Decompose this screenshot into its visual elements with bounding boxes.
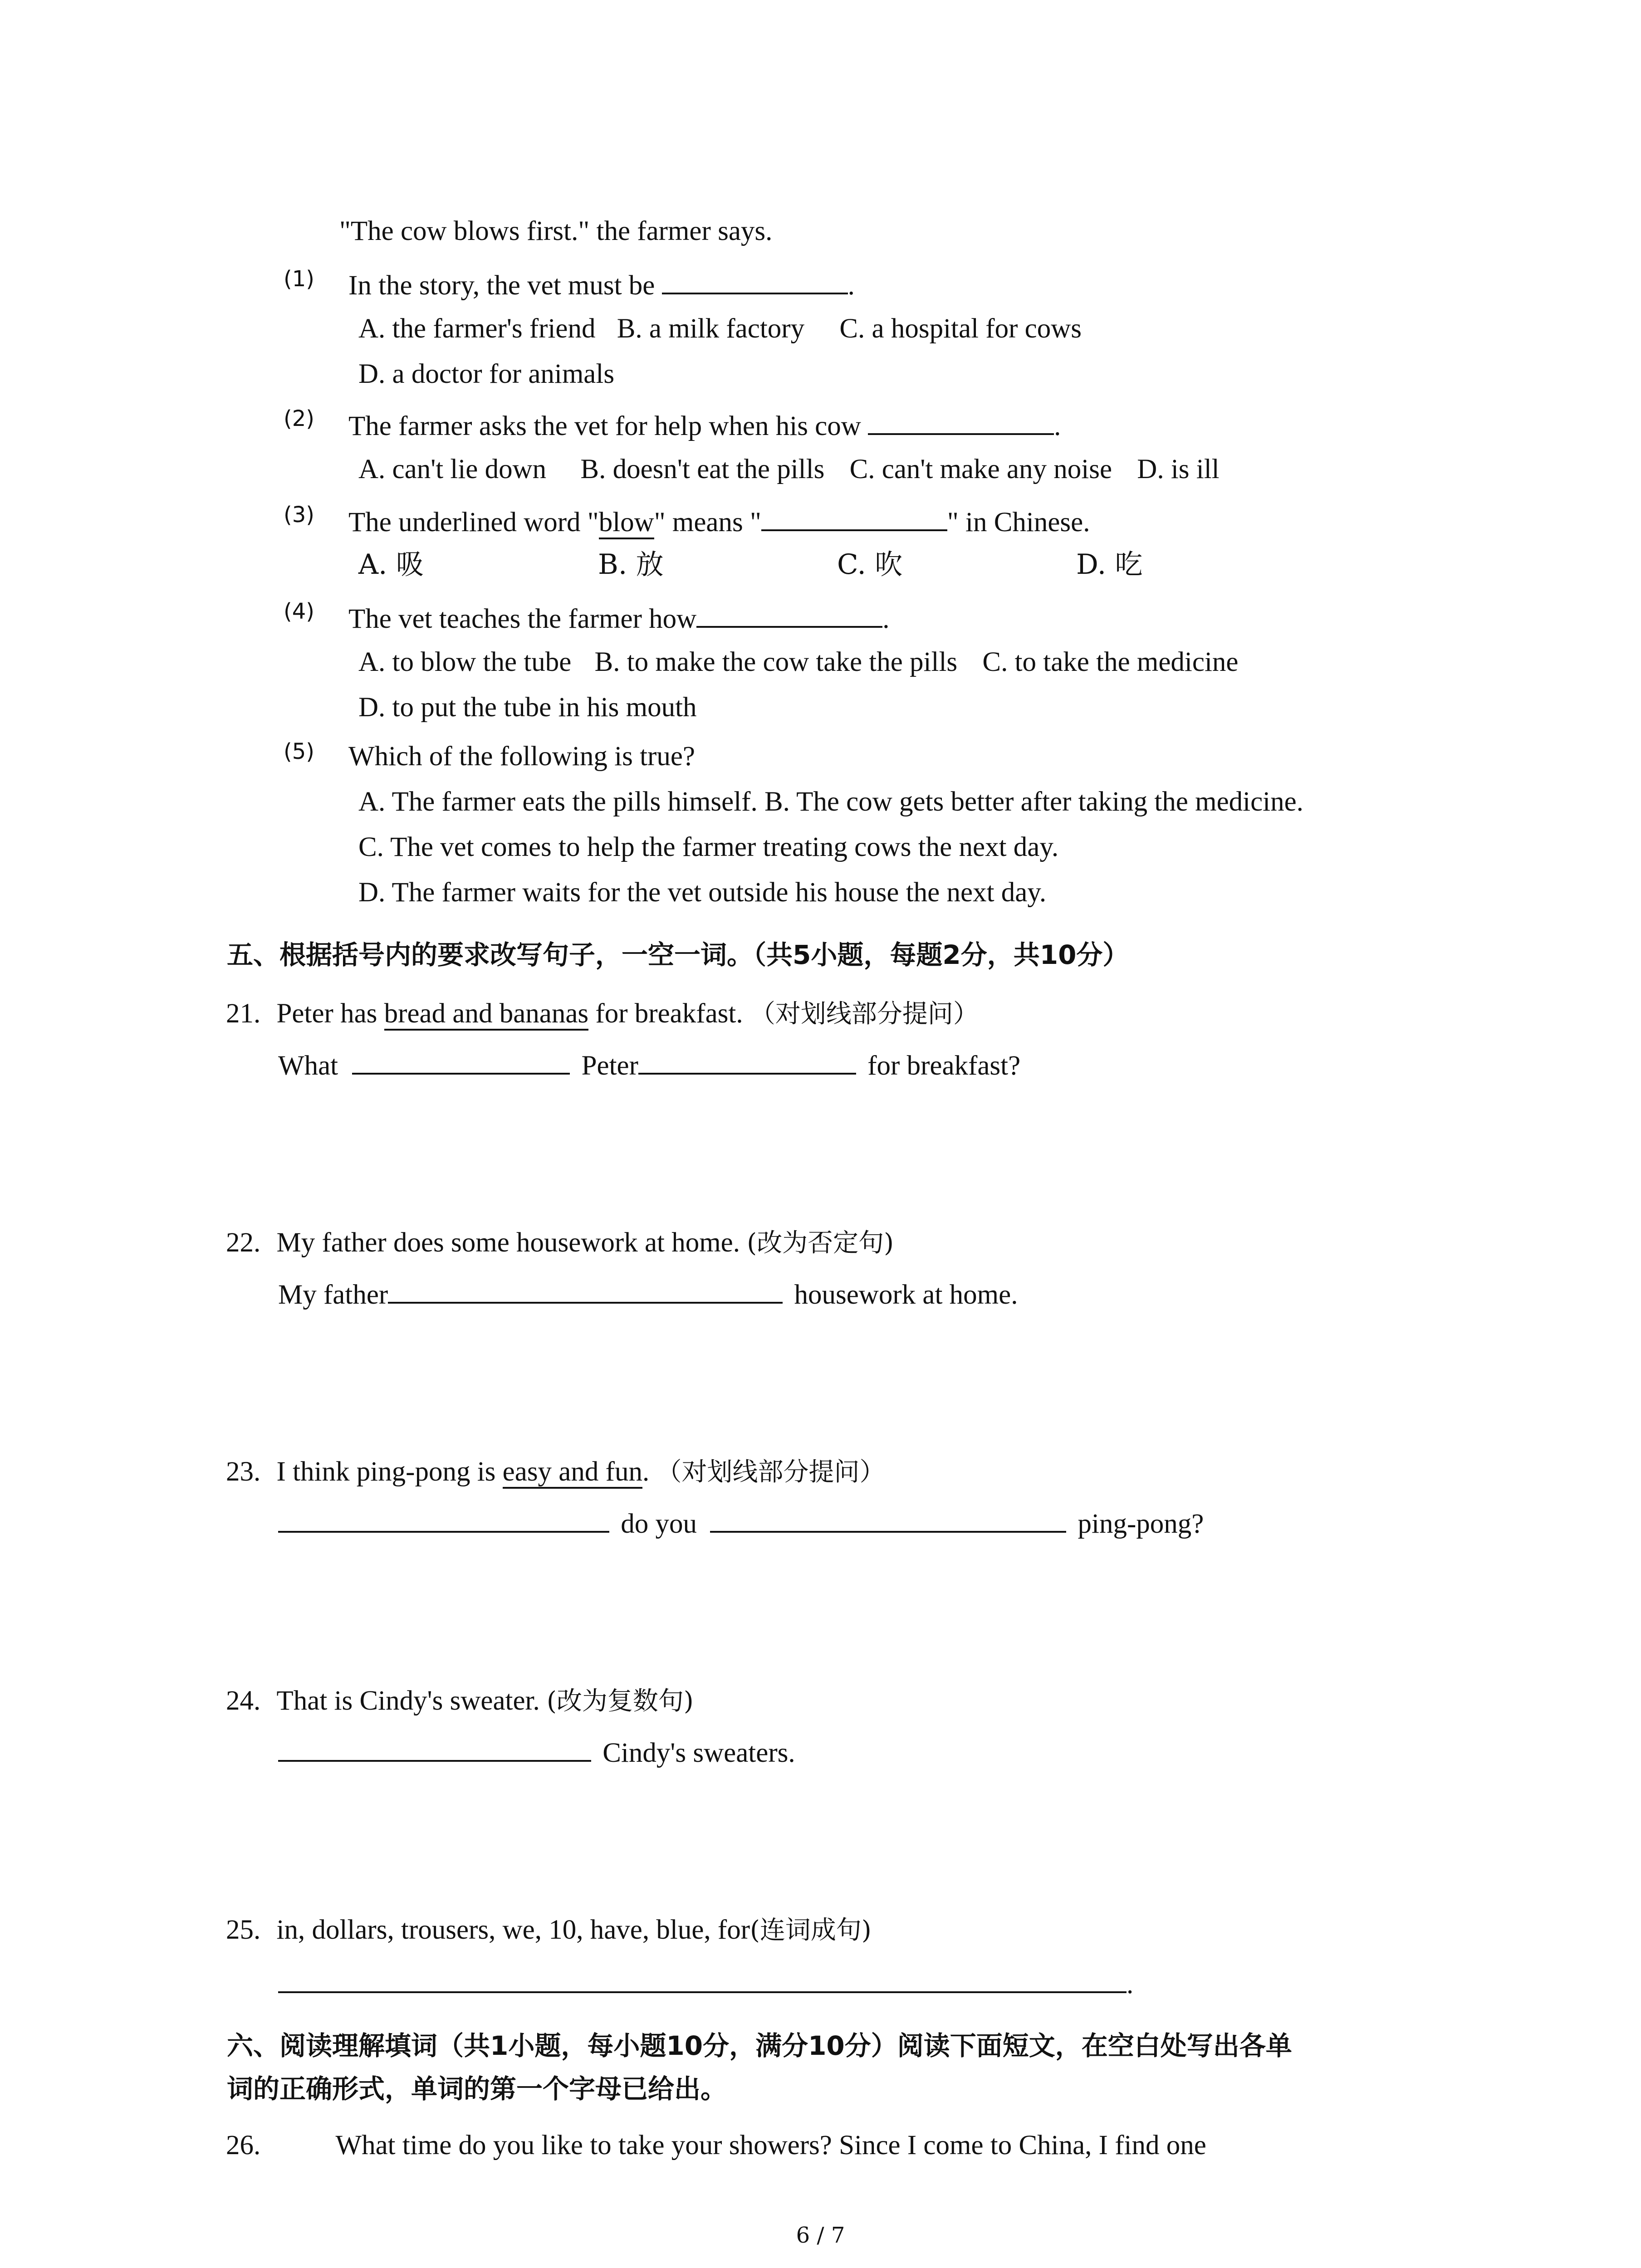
answer-blank bbox=[278, 1504, 609, 1533]
option-d: D. is ill bbox=[1137, 454, 1220, 484]
answer-blank bbox=[662, 265, 848, 294]
option-row: D. The farmer waits for the vet outside his house the next day. bbox=[358, 877, 1047, 908]
option-a: A. to blow the tube bbox=[358, 647, 572, 677]
option-b: B. a milk factory bbox=[617, 313, 805, 344]
answer-blank bbox=[388, 1275, 783, 1304]
option-a: A. can't lie down bbox=[358, 454, 547, 484]
underlined-phrase: bread and bananas bbox=[384, 998, 589, 1031]
answer-blank bbox=[696, 599, 882, 628]
option-row: A. The farmer eats the pills himself. B. The cow gets better after taking the medicine. bbox=[358, 787, 1303, 817]
answer-word: ping-pong? bbox=[1078, 1509, 1204, 1539]
option-c: C. can't make any noise bbox=[849, 454, 1112, 484]
option-c: C. 吹 bbox=[837, 548, 903, 581]
instruction-note: （对划线部分提问） bbox=[749, 999, 979, 1029]
stem-text: " in Chinese. bbox=[947, 507, 1090, 538]
option-row bbox=[358, 644, 1238, 680]
option-c: C. to take the medicine bbox=[982, 647, 1239, 677]
answer-word: My father bbox=[278, 1280, 388, 1310]
stem-text: The underlined word " bbox=[348, 507, 599, 538]
stem-end: . bbox=[882, 604, 890, 634]
prompt-text: That is Cindy's sweater. bbox=[276, 1686, 547, 1716]
option-row bbox=[358, 356, 614, 392]
answer-line bbox=[278, 1046, 1020, 1084]
answer-line bbox=[278, 1964, 1133, 2003]
option-row: C. The vet comes to help the farmer treating cows the next day. bbox=[358, 832, 1059, 862]
item-number: 26. bbox=[226, 2130, 261, 2160]
answer-blank bbox=[868, 406, 1054, 435]
item-prompt bbox=[226, 1912, 872, 1949]
prompt-text: Peter has bbox=[276, 998, 384, 1029]
option-a: A. 吸 bbox=[358, 548, 424, 581]
question-number: (2) bbox=[284, 406, 314, 431]
stem-text: In the story, the vet must be bbox=[348, 270, 655, 301]
prompt-text: I think ping-pong is bbox=[276, 1457, 503, 1487]
option-d: D. to put the tube in his mouth bbox=[358, 692, 697, 723]
option-d: D. a doctor for animals bbox=[358, 359, 615, 389]
item-prompt bbox=[226, 2127, 1206, 2164]
stem-text: " means " bbox=[654, 507, 761, 538]
item-number: 25. bbox=[226, 1915, 261, 1945]
instruction-note: (改为复数句) bbox=[547, 1686, 694, 1716]
answer-blank bbox=[278, 1964, 1127, 1993]
item-prompt bbox=[226, 996, 979, 1032]
question-stem bbox=[348, 265, 855, 304]
answer-blank bbox=[278, 1733, 591, 1762]
question-stem bbox=[348, 599, 889, 637]
item-prompt bbox=[226, 1454, 885, 1491]
answer-word: What bbox=[278, 1051, 338, 1081]
section-heading: 六、阅读理解填词（共1小题，每小题10分，满分10分）阅读下面短文，在空白处写出各单 bbox=[227, 2030, 1292, 2061]
stem-end: . bbox=[1054, 411, 1061, 441]
option-row bbox=[358, 451, 1220, 488]
question-stem: Which of the following is true? bbox=[348, 741, 695, 772]
question-stem bbox=[348, 502, 1090, 541]
option-b: B. doesn't eat the pills bbox=[580, 454, 825, 484]
underlined-word: blow bbox=[599, 507, 654, 539]
item-prompt bbox=[226, 1225, 894, 1261]
item-number: 22. bbox=[226, 1227, 261, 1258]
option-row bbox=[358, 689, 697, 726]
page-number: 6 / 7 bbox=[796, 2223, 845, 2248]
item-number: 21. bbox=[226, 998, 261, 1029]
stem-end: . bbox=[847, 270, 855, 301]
question-stem bbox=[348, 406, 1061, 445]
option-b: B. 放 bbox=[598, 548, 664, 581]
option-a: A. the farmer's friend bbox=[358, 313, 596, 344]
answer-word: for breakfast? bbox=[867, 1051, 1021, 1081]
underlined-phrase: easy and fun bbox=[503, 1457, 642, 1489]
passage-text: What time do you like to take your showers? Since I come to China, I find one bbox=[335, 2130, 1206, 2160]
answer-line bbox=[278, 1504, 1204, 1542]
stem-text: The farmer asks the vet for help when his cow bbox=[348, 411, 861, 441]
answer-blank bbox=[352, 1046, 570, 1075]
question-number: (3) bbox=[284, 502, 314, 528]
answer-word: Peter bbox=[581, 1051, 638, 1081]
option-c: C. a hospital for cows bbox=[839, 313, 1082, 344]
prompt-text: . bbox=[642, 1457, 656, 1487]
section-heading-cont: 词的正确形式，单词的第一个字母已给出。 bbox=[227, 2073, 727, 2104]
prompt-text: My father does some housework at home. bbox=[276, 1227, 747, 1258]
instruction-note: (连词成句) bbox=[750, 1916, 872, 1945]
item-prompt bbox=[226, 1683, 694, 1720]
answer-blank bbox=[761, 502, 947, 531]
prompt-text: in, dollars, trousers, we, 10, have, blue, for bbox=[276, 1915, 750, 1945]
answer-word: do you bbox=[621, 1509, 697, 1539]
stem-text: The vet teaches the farmer how bbox=[348, 604, 697, 634]
option-row bbox=[358, 311, 1082, 347]
answer-blank bbox=[710, 1504, 1066, 1533]
section-heading: 五、根据括号内的要求改写句子，一空一词。（共5小题，每题2分，共10分） bbox=[227, 939, 1129, 970]
item-number: 23. bbox=[226, 1457, 261, 1487]
item-number: 24. bbox=[226, 1686, 261, 1716]
prompt-text: for breakfast. bbox=[588, 998, 750, 1029]
answer-blank bbox=[638, 1046, 856, 1075]
question-number: (5) bbox=[284, 739, 314, 764]
story-tail-line: "The cow blows first." the farmer says. bbox=[339, 216, 773, 246]
question-number: (1) bbox=[284, 266, 314, 292]
answer-line bbox=[278, 1733, 795, 1771]
answer-word: Cindy's sweaters. bbox=[603, 1738, 795, 1768]
question-number: (4) bbox=[284, 599, 314, 624]
option-b: B. to make the cow take the pills bbox=[594, 647, 958, 677]
instruction-note: （对划线部分提问） bbox=[656, 1457, 885, 1487]
answer-line bbox=[278, 1275, 1018, 1313]
option-d: D. 吃 bbox=[1076, 548, 1143, 581]
instruction-note: (改为否定句) bbox=[747, 1228, 894, 1258]
answer-word: housework at home. bbox=[794, 1280, 1018, 1310]
answer-end: . bbox=[1127, 1969, 1134, 1999]
